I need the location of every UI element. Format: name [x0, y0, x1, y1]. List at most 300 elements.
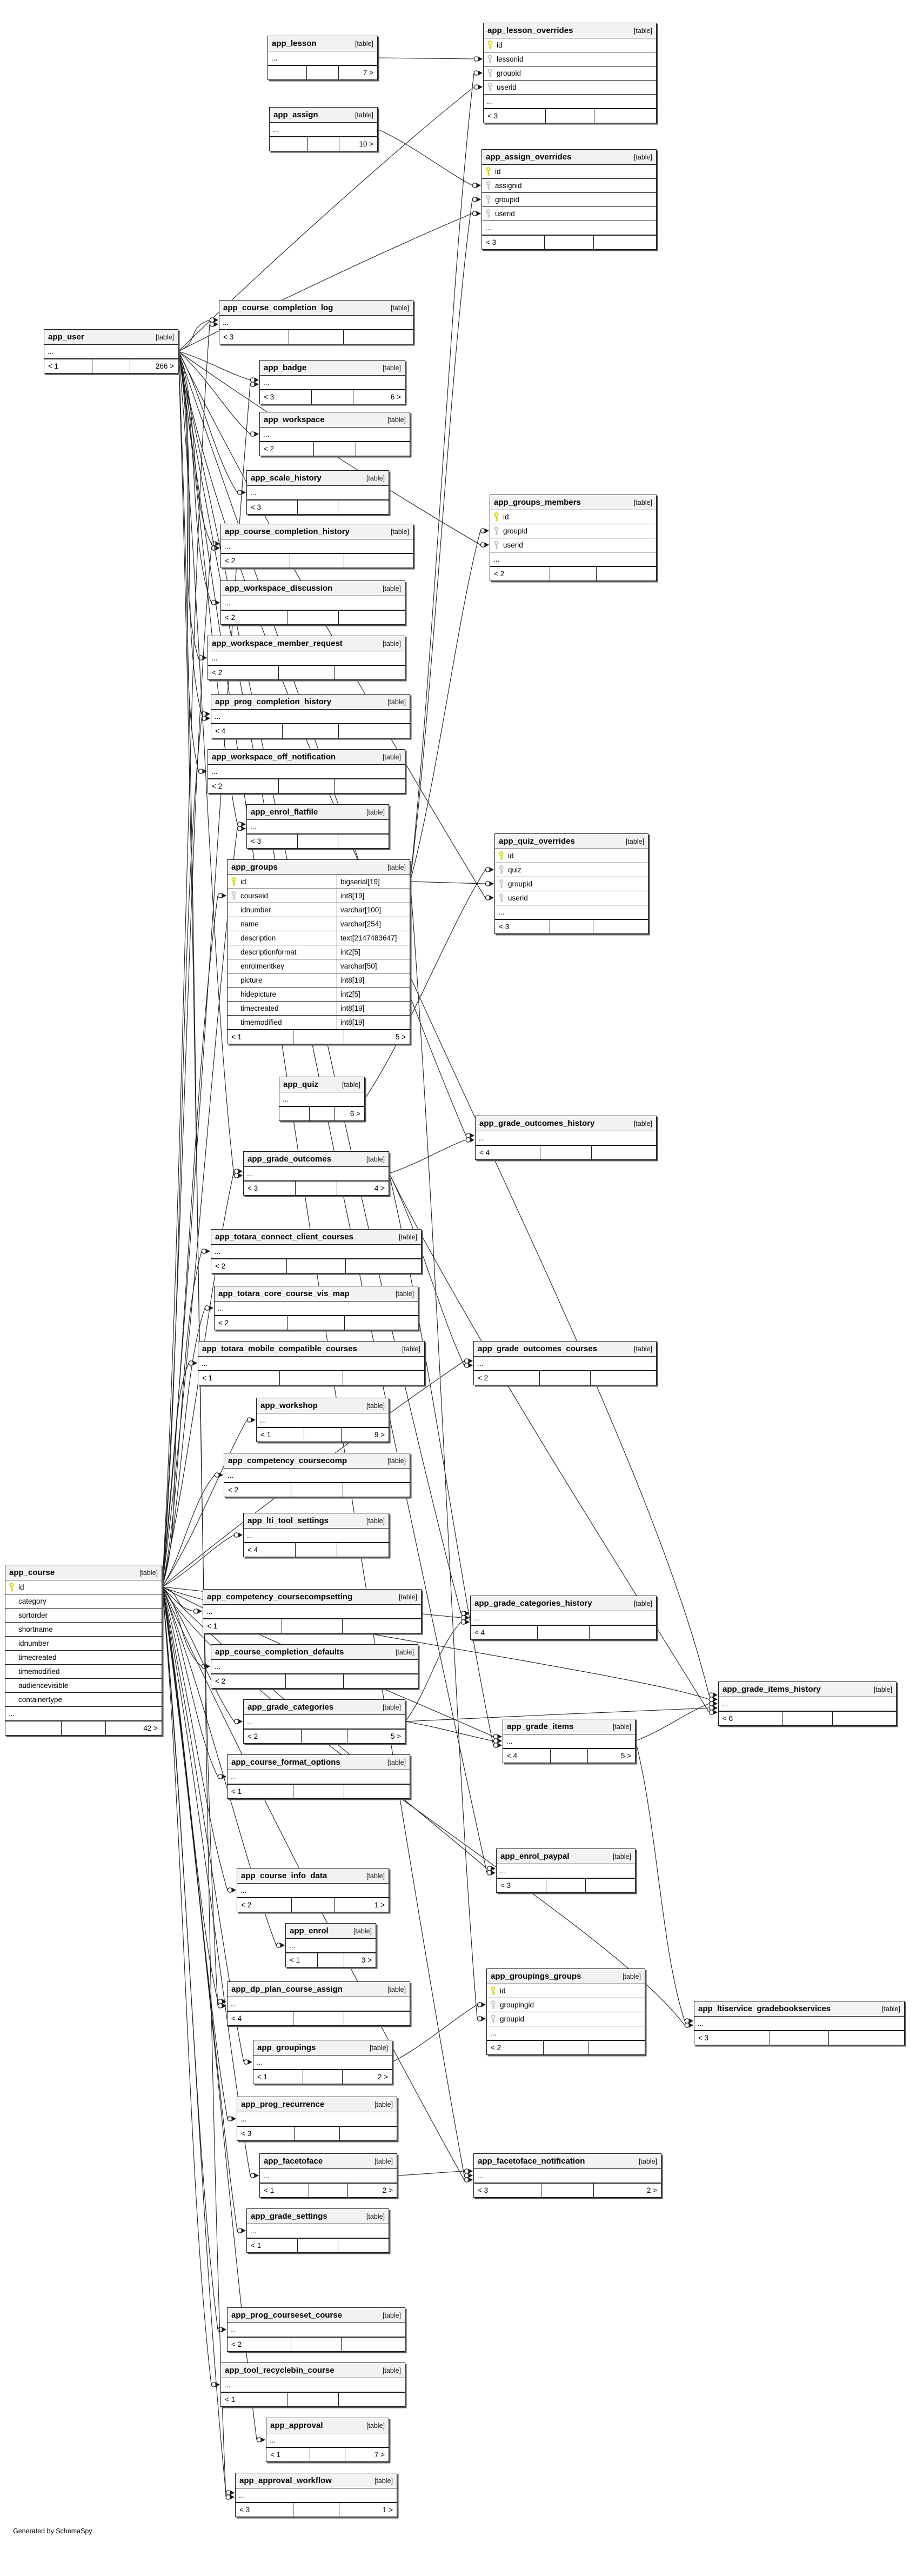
- edge-arrowhead: [713, 1710, 718, 1715]
- column-row: [474, 2169, 661, 2183]
- edge-arrowhead: [490, 896, 494, 900]
- table-header: [221, 2363, 405, 2378]
- edge-zero-marker: [218, 2327, 222, 2332]
- edge-arrowhead: [209, 1306, 214, 1311]
- column-row: [224, 1469, 410, 1483]
- edge-zero-marker: [202, 1249, 206, 1253]
- parent-count: < 1: [251, 2241, 262, 2250]
- edge-zero-marker: [474, 71, 478, 75]
- table-title[interactable]: app_lesson_overrides: [487, 26, 573, 35]
- table-app_tool_recyclebin_course: [220, 2363, 405, 2407]
- edge-arrowhead: [481, 2017, 486, 2021]
- edge-zero-marker: [234, 1719, 238, 1724]
- foreign-key-icon: [498, 879, 504, 889]
- relation-count-footer: [215, 1316, 418, 1330]
- column-row: [219, 316, 413, 330]
- footer-spacer: [293, 1030, 344, 1044]
- table-title[interactable]: app_lesson: [272, 39, 317, 48]
- table-app_course_completion_log: [219, 300, 413, 344]
- table-type-tag: [table]: [633, 26, 652, 35]
- edge-arrowhead: [713, 1697, 718, 1702]
- table-title[interactable]: app_grade_outcomes: [248, 1154, 332, 1164]
- column-name: ...: [487, 97, 493, 105]
- table-title[interactable]: app_workspace_discussion: [225, 584, 333, 593]
- edge-arrowhead: [206, 1664, 211, 1669]
- parent-count: < 4: [248, 1546, 258, 1554]
- column-name: ...: [474, 1614, 480, 1622]
- column-row: [237, 2112, 397, 2126]
- edge-arrowhead: [232, 2117, 237, 2121]
- table-title[interactable]: app_approval_workflow: [239, 2476, 332, 2485]
- parent-count: [268, 66, 306, 79]
- relation-count-footer: [228, 2011, 410, 2025]
- column-row: [228, 889, 410, 903]
- column-name: timecreated: [240, 1004, 279, 1012]
- table-title[interactable]: app_course_completion_history: [225, 527, 350, 536]
- relation-count-footer: [237, 1898, 389, 1912]
- edge-arrowhead: [477, 183, 481, 188]
- table-type-tag: [table]: [612, 1723, 631, 1731]
- table-title[interactable]: app_grade_categories_history: [474, 1599, 592, 1608]
- edge-zero-marker: [193, 1609, 198, 1613]
- table-header: [719, 1682, 896, 1697]
- edge-zero-marker: [244, 2060, 248, 2064]
- footer-spacer: [550, 1749, 588, 1763]
- column-name: idnumber: [18, 1639, 49, 1647]
- edge-arrowhead: [477, 211, 481, 216]
- column-row: [244, 1167, 389, 1181]
- relationship-edge: [397, 2171, 464, 2175]
- child-count: [338, 835, 389, 848]
- table-title[interactable]: app_enrol_paypal: [500, 1852, 570, 1861]
- parent-count: < 2: [228, 1486, 239, 1494]
- column-row: [228, 959, 410, 973]
- table-app_user: [44, 329, 178, 373]
- footer-spacer: [309, 2184, 347, 2197]
- table-type-tag: [table]: [382, 1703, 401, 1711]
- table-title[interactable]: app_scale_history: [251, 473, 322, 483]
- table-title[interactable]: app_quiz: [283, 1080, 319, 1089]
- footer-spacer: [295, 1543, 336, 1557]
- column-name: ...: [477, 2172, 484, 2180]
- edge-arrowhead: [498, 1739, 503, 1744]
- edge-arrowhead: [255, 432, 259, 437]
- column-row: [484, 66, 656, 81]
- footer-spacer: [297, 500, 337, 514]
- parent-count: < 1: [225, 2395, 236, 2404]
- column-row: [482, 193, 656, 207]
- edge-zero-marker: [250, 432, 255, 436]
- relation-count-footer: [474, 2183, 661, 2197]
- child-count: [356, 442, 410, 456]
- footer-spacer: [550, 920, 593, 933]
- child-count: 2 >: [342, 2070, 392, 2084]
- table-title[interactable]: app_prog_recurrence: [241, 2100, 325, 2109]
- child-count: [341, 2338, 405, 2351]
- table-type-tag: [table]: [398, 1593, 417, 1601]
- table-app_assign_overrides: [481, 149, 657, 250]
- footer-spacer: [544, 236, 593, 249]
- edge-arrowhead: [485, 543, 490, 548]
- column-name: ...: [260, 1416, 266, 1424]
- generator-credit: Generated by SchemaSpy: [13, 2527, 92, 2535]
- column-name: userid: [508, 894, 528, 902]
- table-app_ltiservice_gradebookservices: [694, 2001, 905, 2045]
- column-name: courseid: [240, 892, 269, 900]
- parent-count: [270, 137, 307, 151]
- column-row: [487, 1984, 645, 1998]
- footer-spacer: [295, 1182, 336, 1195]
- column-row: [5, 1609, 162, 1623]
- parent-count: [279, 1107, 309, 1120]
- footer-spacer: [304, 1428, 342, 1442]
- column-name: idnumber: [240, 906, 271, 914]
- edge-zero-marker: [237, 826, 242, 831]
- edge-arrowhead: [219, 1473, 224, 1478]
- edge-arrowhead: [490, 882, 494, 886]
- table-type-tag: [table]: [612, 1852, 631, 1860]
- table-title[interactable]: app_facetoface_notification: [478, 2157, 585, 2166]
- relation-count-footer: [228, 2337, 405, 2351]
- table-title[interactable]: app_enrol_flatfile: [251, 807, 318, 817]
- column-name: lessonid: [497, 55, 524, 63]
- table-app_enrol_paypal: [496, 1848, 636, 1893]
- relationship-edge: [178, 351, 250, 380]
- footer-spacer: [291, 1898, 334, 1912]
- child-count: 2 >: [347, 2184, 397, 2197]
- edge-zero-marker: [461, 1611, 465, 1616]
- table-title[interactable]: app_totara_mobile_compatible_courses: [202, 1344, 357, 1353]
- table-title[interactable]: app_grade_outcomes_courses: [478, 1344, 597, 1353]
- child-count: [593, 920, 648, 933]
- table-type-tag: [table]: [382, 753, 401, 761]
- table-title[interactable]: app_enrol: [290, 1926, 329, 1936]
- edge-zero-marker: [257, 2438, 261, 2442]
- table-title[interactable]: app_workspace: [264, 415, 325, 424]
- edge-arrowhead: [203, 656, 208, 660]
- table-app_totara_core_course_vis_map: [214, 1286, 418, 1330]
- edge-arrowhead: [477, 197, 481, 202]
- table-title[interactable]: app_groups_members: [494, 498, 581, 507]
- table-title[interactable]: app_totara_connect_client_courses: [215, 1232, 353, 1242]
- column-name: ...: [206, 1607, 213, 1616]
- edge-zero-marker: [477, 2017, 481, 2021]
- edge-arrowhead: [255, 2173, 259, 2178]
- column-name: id: [508, 852, 514, 860]
- footer-spacer: [287, 2393, 339, 2406]
- table-title[interactable]: app_grade_items: [507, 1722, 574, 1731]
- primary-key-icon: [493, 512, 499, 522]
- column-name: ...: [493, 555, 500, 563]
- table-title[interactable]: app_quiz_overrides: [499, 837, 575, 846]
- table-title[interactable]: app_groupings_groups: [491, 1972, 581, 1981]
- column-row: [247, 2224, 389, 2238]
- column-name: ...: [250, 823, 257, 831]
- table-title[interactable]: app_grade_categories: [248, 1703, 334, 1712]
- edge-zero-marker: [237, 2228, 242, 2233]
- footer-spacer: [301, 1730, 346, 1743]
- table-title[interactable]: app_approval: [270, 2421, 323, 2430]
- column-row: [476, 1131, 656, 1145]
- child-count: 6 >: [334, 1107, 364, 1120]
- table-title[interactable]: app_workshop: [260, 1401, 318, 1410]
- edge-arrowhead: [498, 1734, 503, 1739]
- relation-count-footer: [208, 779, 405, 793]
- table-type-tag: [table]: [638, 2157, 657, 2165]
- column-name: ...: [271, 54, 278, 62]
- footer-spacer: [293, 2503, 338, 2517]
- column-row: [228, 1770, 410, 1784]
- child-count: 5 >: [347, 1730, 405, 1743]
- table-title[interactable]: app_grade_outcomes_history: [479, 1119, 595, 1128]
- edge-zero-marker: [228, 1888, 232, 1892]
- table-title[interactable]: app_groupings: [257, 2043, 316, 2052]
- edge-arrowhead: [206, 716, 211, 721]
- column-row: [490, 538, 656, 552]
- table-app_grade_categories: [243, 1699, 405, 1744]
- relation-count-footer: [224, 1483, 410, 1497]
- edge-arrowhead: [478, 71, 483, 76]
- table-app_grade_outcomes_history: [475, 1116, 657, 1160]
- column-type: int8[19]: [337, 1002, 406, 1015]
- edge-zero-marker: [472, 211, 477, 216]
- column-name: ...: [506, 1737, 513, 1745]
- parent-count: < 3: [499, 923, 510, 931]
- table-header: [279, 1077, 364, 1092]
- foreign-key-icon: [487, 69, 493, 78]
- edge-zero-marker: [250, 2173, 255, 2178]
- edge-zero-marker: [250, 378, 255, 382]
- table-title[interactable]: app_course_info_data: [241, 1871, 327, 1880]
- child-count: [828, 2031, 904, 2045]
- table-type-tag: [table]: [366, 1402, 385, 1410]
- footer-spacer: [309, 1107, 334, 1120]
- relationship-edge: [405, 1721, 493, 1741]
- edge-zero-marker: [709, 1710, 713, 1714]
- relation-count-footer: [268, 65, 377, 79]
- footer-spacer: [770, 2031, 828, 2045]
- edge-zero-marker: [487, 1871, 491, 1875]
- relation-count-footer: [219, 330, 413, 344]
- table-type-tag: [table]: [633, 498, 652, 506]
- table-app_approval_workflow: [235, 2473, 397, 2517]
- table-header: [224, 1453, 410, 1469]
- parent-count: < 1: [48, 362, 59, 370]
- table-header: [268, 36, 377, 51]
- column-row: [482, 207, 656, 221]
- relation-count-footer: [471, 1625, 656, 1639]
- column-name: groupid: [500, 2015, 525, 2023]
- table-app_lti_tool_settings: [243, 1513, 389, 1557]
- edge-arrowhead: [255, 378, 259, 383]
- column-row: [495, 863, 648, 877]
- table-header: [211, 695, 410, 710]
- table-title[interactable]: app_badge: [264, 363, 307, 372]
- child-count: 2 >: [593, 2184, 661, 2197]
- table-title[interactable]: app_course_completion_log: [223, 303, 333, 312]
- edge-zero-marker: [685, 2019, 689, 2023]
- column-name: groupid: [495, 196, 520, 204]
- table-header: [228, 1982, 410, 1997]
- column-row: [228, 931, 410, 945]
- parent-count: < 4: [479, 1149, 490, 1157]
- edge-zero-marker: [218, 893, 222, 898]
- child-count: [338, 611, 405, 624]
- edge-zero-marker: [234, 1173, 238, 1178]
- edge-zero-marker: [493, 1739, 498, 1743]
- column-row: [490, 510, 656, 524]
- table-title[interactable]: app_assign: [273, 110, 318, 119]
- relation-count-footer: [487, 2040, 645, 2054]
- column-name: id: [503, 513, 509, 521]
- table-header: [694, 2001, 904, 2017]
- table-title[interactable]: app_totara_core_course_vis_map: [218, 1289, 350, 1298]
- table-title[interactable]: app_grade_settings: [251, 2212, 327, 2221]
- column-type: int2[5]: [337, 945, 406, 959]
- table-title[interactable]: app_prog_completion_history: [215, 697, 332, 706]
- table-type-tag: [table]: [633, 153, 652, 161]
- child-count: [343, 1483, 410, 1497]
- column-row: [228, 1002, 410, 1016]
- edge-arrowhead: [469, 2173, 473, 2178]
- footer-spacer: [278, 779, 333, 793]
- edge-zero-marker: [189, 1361, 193, 1365]
- column-row: [270, 123, 377, 137]
- relationship-edge: [410, 199, 472, 882]
- table-title[interactable]: app_assign_overrides: [486, 152, 572, 162]
- column-row: [484, 52, 656, 66]
- table-app_lesson_overrides: [483, 23, 657, 123]
- table-header: [247, 805, 389, 820]
- edge-zero-marker: [234, 1533, 238, 1537]
- parent-count: < 3: [248, 1184, 258, 1192]
- table-title[interactable]: app_prog_courseset_course: [231, 2311, 343, 2320]
- child-count: [344, 2012, 410, 2025]
- column-name: ...: [231, 2326, 237, 2334]
- table-title[interactable]: app_course_format_options: [231, 1758, 340, 1767]
- table-app_grade_outcomes_courses: [473, 1341, 657, 1385]
- relation-count-footer: [482, 235, 656, 249]
- table-type-tag: [table]: [366, 808, 385, 816]
- table-title[interactable]: app_course_completion_defaults: [215, 1647, 344, 1657]
- table-app_quiz_overrides: [494, 833, 648, 934]
- edge-zero-marker: [480, 529, 485, 533]
- parent-count: < 1: [202, 1374, 213, 1382]
- edge-arrowhead: [490, 867, 494, 872]
- table-app_grade_categories_history: [470, 1596, 657, 1640]
- column-type: bigserial[19]: [337, 875, 406, 889]
- table-title[interactable]: app_lti_tool_settings: [248, 1516, 329, 1525]
- column-name: hidepicture: [240, 990, 277, 998]
- parent-count: < 4: [474, 1629, 485, 1637]
- column-name: shortname: [18, 1625, 53, 1633]
- edge-arrowhead: [222, 2004, 227, 2008]
- column-name: ...: [223, 318, 229, 326]
- edge-zero-marker: [218, 1999, 222, 2004]
- child-count: [591, 1146, 656, 1159]
- table-title[interactable]: app_ltiservice_gradebookservices: [698, 2004, 831, 2013]
- table-title[interactable]: app_facetoface: [264, 2157, 323, 2166]
- table-app_workspace: [259, 412, 410, 456]
- column-row: [228, 973, 410, 987]
- table-type-tag: [table]: [374, 2100, 393, 2108]
- table-app_groups: [227, 859, 410, 1044]
- edge-zero-marker: [485, 882, 490, 886]
- column-row: [244, 1529, 389, 1543]
- column-row: [236, 2488, 397, 2502]
- column-row: [5, 1594, 162, 1609]
- column-name: quiz: [508, 866, 521, 874]
- table-title[interactable]: app_dp_plan_course_assign: [231, 1985, 343, 1994]
- column-name: ...: [48, 348, 54, 356]
- edge-arrowhead: [242, 2228, 246, 2233]
- table-title[interactable]: app_competency_coursecompsetting: [207, 1592, 353, 1601]
- column-name: ...: [273, 125, 279, 134]
- parent-count: < 3: [241, 2130, 252, 2138]
- footer-spacer: [287, 611, 339, 624]
- relation-count-footer: [244, 1181, 389, 1195]
- table-header: [228, 2308, 405, 2323]
- column-name: picture: [240, 976, 263, 984]
- edge-zero-marker: [472, 183, 477, 188]
- column-row: [208, 651, 405, 665]
- edge-arrowhead: [469, 1359, 473, 1364]
- table-type-tag: [table]: [355, 111, 373, 119]
- column-name: ...: [500, 1867, 506, 1875]
- footer-spacer: [537, 1626, 590, 1639]
- column-name: sortorder: [18, 1611, 48, 1619]
- column-name: ...: [250, 489, 257, 497]
- table-title[interactable]: app_groups: [231, 863, 278, 872]
- table-app_badge: [259, 360, 405, 404]
- table-title[interactable]: app_tool_recyclebin_course: [225, 2366, 335, 2375]
- table-type-tag: [table]: [387, 1758, 406, 1766]
- table-app_workspace_off_notification: [208, 749, 405, 793]
- edge-zero-marker: [709, 1706, 713, 1710]
- table-app_dp_plan_course_assign: [227, 1981, 410, 2026]
- table-type-tag: [table]: [625, 837, 644, 845]
- footer-spacer: [294, 2127, 339, 2140]
- edge-zero-marker: [461, 1616, 465, 1620]
- table-type-tag: [table]: [366, 1155, 385, 1163]
- table-title[interactable]: app_competency_coursecomp: [228, 1456, 347, 1465]
- table-header: [247, 2209, 389, 2224]
- edge-arrowhead: [238, 1169, 243, 1174]
- edge-arrowhead: [193, 1361, 198, 1366]
- table-header: [236, 2473, 397, 2488]
- table-title[interactable]: app_user: [48, 332, 84, 342]
- column-row: [211, 1245, 421, 1259]
- table-title[interactable]: app_workspace_member_request: [212, 639, 343, 648]
- primary-key-icon: [498, 851, 504, 860]
- table-app_groupings: [253, 2040, 392, 2084]
- primary-key-icon: [487, 41, 493, 50]
- edge-zero-marker: [472, 197, 477, 202]
- column-name: ...: [224, 542, 231, 550]
- table-type-tag: [table]: [355, 39, 373, 48]
- table-title[interactable]: app_course: [9, 1568, 55, 1577]
- column-row: [5, 1580, 162, 1594]
- table-title[interactable]: app_workspace_off_notification: [212, 752, 336, 762]
- table-title[interactable]: app_grade_items_history: [723, 1685, 821, 1694]
- footer-spacer: [279, 1371, 343, 1385]
- column-type: int2[5]: [337, 987, 406, 1001]
- table-app_approval: [266, 2418, 389, 2462]
- column-name: category: [18, 1597, 46, 1605]
- edge-zero-marker: [464, 2169, 469, 2173]
- table-header: [484, 23, 656, 38]
- table-type-tag: [table]: [395, 1648, 414, 1656]
